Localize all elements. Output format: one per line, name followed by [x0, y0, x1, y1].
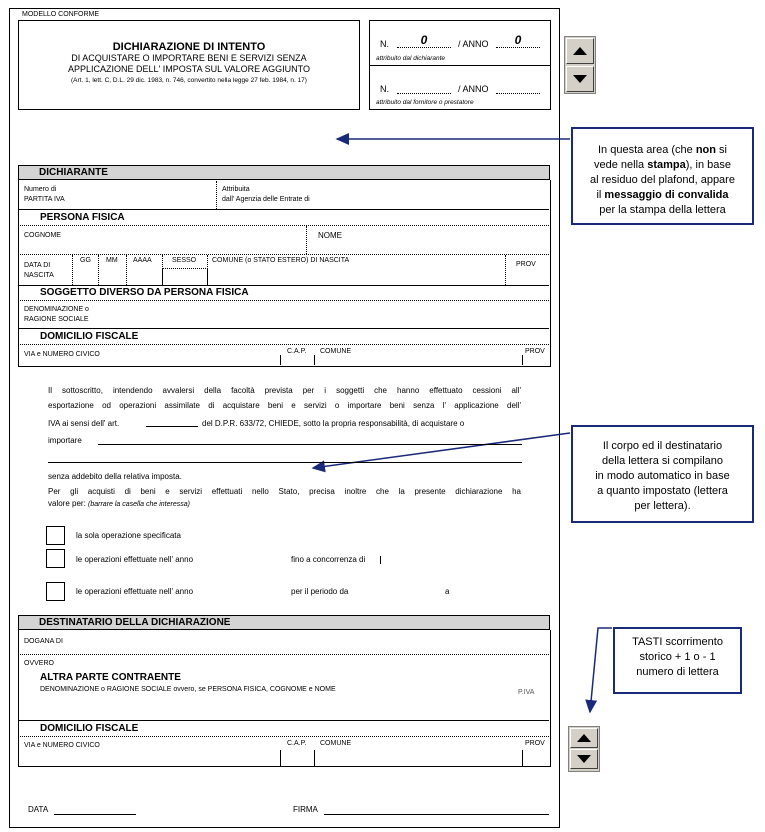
agenzia-label: dall' Agenzia delle Entrate di: [222, 196, 310, 203]
option-3-checkbox[interactable]: [46, 582, 65, 601]
aaaa-label: AAAA: [133, 257, 152, 264]
via-label: VIA e NUMERO CIVICO: [24, 351, 100, 358]
cap-label: C.A.P.: [287, 348, 307, 355]
destinatario-comune-label: COMUNE: [320, 740, 352, 747]
firma-field[interactable]: [324, 814, 549, 815]
denominazione-label: DENOMINAZIONE o: [24, 306, 89, 313]
form-reference: (Art. 1, lett. C, D.L. 29 dic. 1983, n. 746, convertito nella legge 27 feb. 1984, n. 17): [71, 77, 307, 84]
option-2-checkbox[interactable]: [46, 549, 65, 568]
domicilio-fiscale-heading: DOMICILIO FISCALE: [40, 331, 139, 342]
n-label-2: N.: [380, 84, 389, 94]
barrare-note: (barrare la casella che interessa): [88, 501, 190, 508]
persona-fisica-heading: PERSONA FISICA: [40, 212, 125, 223]
dichiarante-header: DICHIARANTE: [18, 165, 550, 180]
arrow-3: [590, 628, 612, 712]
body-para-1-line-2: esportazione od operazioni assimilate di acquistare beni e servizi o importare beni senza l' applicazione dell': [48, 401, 521, 410]
destinatario-prov-label: PROV: [525, 740, 545, 747]
comune-label: COMUNE: [320, 348, 352, 355]
importare-label: importare: [48, 436, 82, 445]
destinatario-header: DESTINATARIO DELLA DICHIARAZIONE: [18, 615, 550, 630]
concorrenza-field[interactable]: [380, 556, 381, 564]
importare-field-2[interactable]: [48, 462, 522, 463]
body-para-1-line-3b: del D.P.R. 633/72, CHIEDE, sotto la propria responsabilità, di acquistare o: [202, 419, 465, 428]
sesso-label: SESSO: [172, 257, 197, 264]
option-3-label: le operazioni effettuate nell' anno: [76, 587, 194, 596]
data-di-label: DATA DI: [24, 262, 51, 269]
piva-label: P.IVA: [518, 689, 535, 696]
attr-dichiarante: attribuito dal dichiarante: [376, 55, 446, 62]
cognome-label: COGNOME: [24, 232, 61, 239]
callout-tasti: TASTI scorrimento storico + 1 o - 1 numero di lettera: [613, 627, 742, 694]
data-field[interactable]: [54, 814, 136, 815]
destinatario-cap-label: C.A.P.: [287, 740, 307, 747]
gg-label: GG: [80, 257, 91, 264]
soggetto-diverso-heading: SOGGETTO DIVERSO DA PERSONA FISICA: [40, 287, 249, 298]
form-subtitle-2: APPLICAZIONE DELL' IMPOSTA SUL VALORE AGGIUNTO: [68, 64, 310, 74]
form-title: DICHIARAZIONE DI INTENTO: [112, 41, 266, 53]
option-1-label: la sola operazione specificata: [76, 531, 181, 540]
prov-label-2: PROV: [525, 348, 545, 355]
ragione-sociale-label: RAGIONE SOCIALE: [24, 316, 89, 323]
option-2-label: le operazioni effettuate nell' anno: [76, 555, 194, 564]
art-field[interactable]: [146, 426, 198, 427]
sesso-field[interactable]: [162, 268, 208, 286]
callout-corpo: Il corpo ed il destinatario della lettera si compilano in modo automatico in base a quanto impostato (lettera per lettera).: [571, 425, 754, 523]
attr-fornitore: attribuito dal fornitore o prestatore: [376, 99, 474, 106]
anno-value-field[interactable]: 0: [496, 33, 540, 48]
partita-iva-label: PARTITA IVA: [24, 196, 65, 203]
option-1-checkbox[interactable]: [46, 526, 65, 545]
arrow-down-icon: [577, 755, 591, 763]
senza-addebito-text: senza addebito della relativa imposta.: [48, 472, 182, 481]
n-value-field[interactable]: 0: [397, 33, 451, 48]
nascita-label: NASCITA: [24, 272, 54, 279]
prov-label: PROV: [516, 261, 536, 268]
nome-label: NOME: [318, 231, 342, 240]
anno-label: / ANNO: [458, 39, 489, 49]
altra-parte-heading: ALTRA PARTE CONTRAENTE: [40, 672, 181, 683]
form-subtitle-1: DI ACQUISTARE O IMPORTARE BENI E SERVIZI SENZA: [71, 53, 307, 63]
destinatario-domicilio-heading: DOMICILIO FISCALE: [40, 723, 139, 734]
numero-di-label: Numero di: [24, 186, 57, 193]
next-letter-button-bottom[interactable]: [570, 728, 598, 748]
callout-convalida: In questa area (che non si vede nella stampa), in base al residuo del plafond, appare il messaggio di convalida per la stampa della lettera: [571, 127, 754, 225]
option-3-a-label: a: [445, 587, 450, 596]
body-para-1-line-1: Il sottoscritto, intendendo avvalersi della facoltà prevista per i soggetti che hanno effettuato cessioni all': [48, 386, 521, 395]
importare-field[interactable]: [98, 444, 522, 445]
option-3-periodo-label: per il periodo da: [291, 587, 349, 596]
destinatario-denominazione-label: DENOMINAZIONE o RAGIONE SOCIALE ovvero, se PERSONA FISICA, COGNOME e NOME: [40, 686, 336, 693]
body-para-1-line-3a: IVA ai sensi dell' art.: [48, 419, 120, 428]
destinatario-via-label: VIA e NUMERO CIVICO: [24, 742, 100, 749]
valore-per-label: valore per:: [48, 499, 86, 508]
attribuita-label: Attribuita: [222, 186, 250, 193]
data-label: DATA: [28, 805, 49, 814]
n-label: N.: [380, 39, 389, 49]
option-2-concorrenza-label: fino a concorrenza di: [291, 555, 366, 564]
mm-label: MM: [106, 257, 118, 264]
firma-label: FIRMA: [293, 805, 318, 814]
arrow-up-icon: [577, 734, 591, 742]
ovvero-label: OVVERO: [24, 660, 54, 667]
prev-letter-button-bottom[interactable]: [570, 749, 598, 769]
body-para-2-line-1: Per gli acquisti di beni e servizi effettuati nello Stato, precisa inoltre che la presente dichiarazione ha: [48, 487, 521, 496]
model-label: MODELLO CONFORME: [22, 11, 100, 18]
anno-label-2: / ANNO: [458, 84, 489, 94]
letter-spinner-bottom: [568, 726, 600, 772]
dogana-label: DOGANA DI: [24, 638, 63, 645]
comune-nascita-label: COMUNE (o STATO ESTERO) DI NASCITA: [212, 257, 350, 264]
